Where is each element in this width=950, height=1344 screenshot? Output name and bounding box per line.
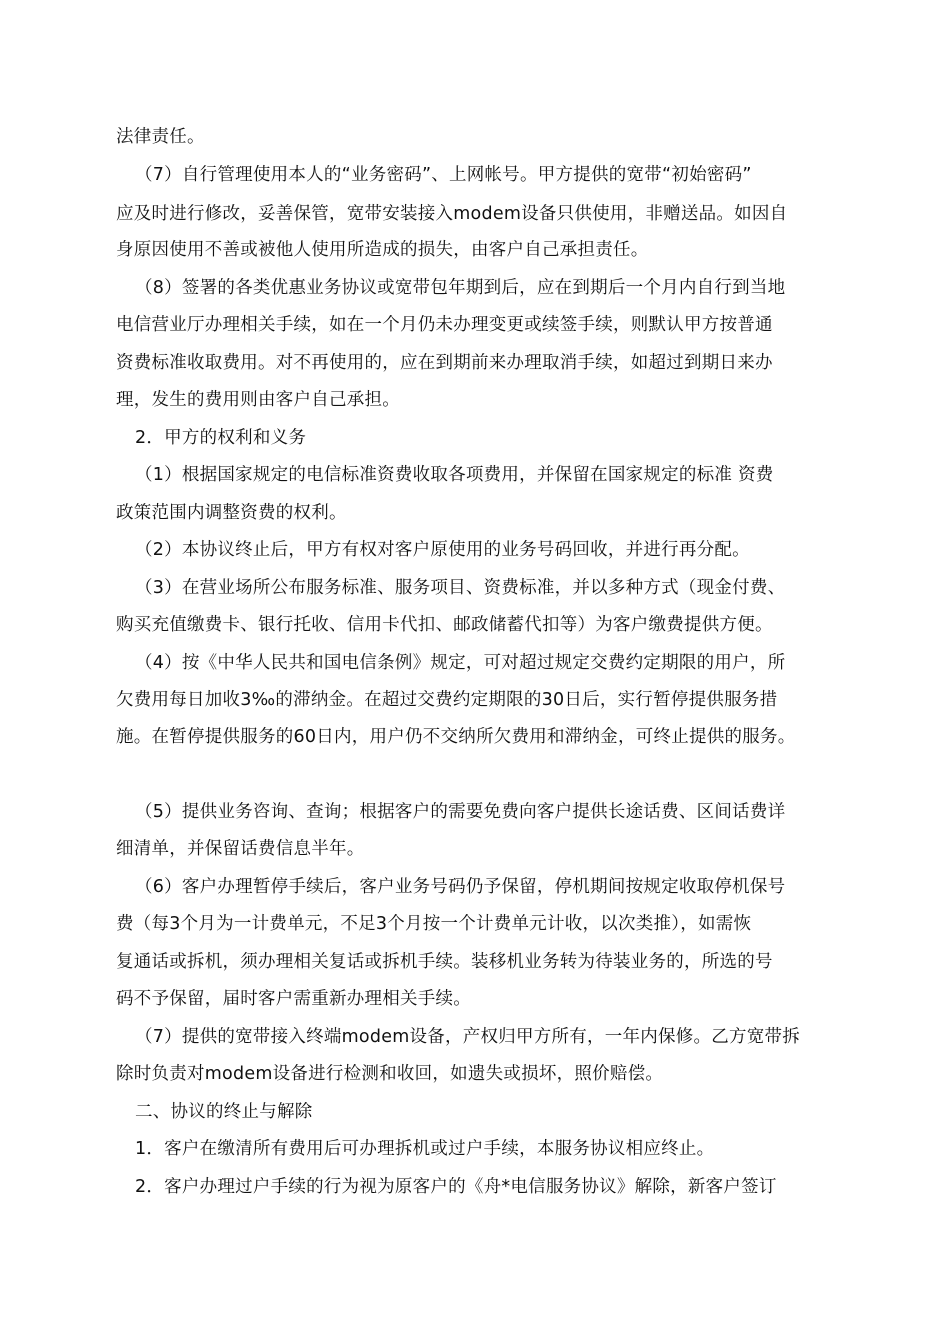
section-heading: 2．甲方的权利和义务 — [135, 428, 307, 448]
text-line: 复通话或拆机，须办理相关复话或拆机手续。装移机业务转为待装业务的，所选的号 — [116, 952, 773, 972]
text-line: （7）自行管理使用本人的“业务密码”、上网帐号。甲方提供的宽带“初始密码” — [135, 165, 752, 185]
text-line: （6）客户办理暂停手续后，客户业务号码仍予保留，停机期间按规定收取停机保号 — [135, 877, 786, 897]
text-line: 电信营业厅办理相关手续，如在一个月仍未办理变更或续签手续，则默认甲方按普通 — [116, 315, 773, 335]
text-line: 资费标准收取费用。对不再使用的，应在到期前来办理取消手续，如超过到期日来办 — [116, 353, 773, 373]
text-line: 施。在暂停提供服务的60日内，用户仍不交纳所欠费用和滞纳金，可终止提供的服务。 — [116, 727, 796, 747]
text-line: 2．客户办理过户手续的行为视为原客户的《舟*电信服务协议》解除，新客户签订 — [135, 1177, 777, 1197]
text-line: 码不予保留，届时客户需重新办理相关手续。 — [116, 989, 471, 1009]
text-line: （3）在营业场所公布服务标准、服务项目、资费标准，并以多种方式（现金付费、 — [135, 578, 786, 598]
text-line: （2）本协议终止后，甲方有权对客户原使用的业务号码回收，并进行再分配。 — [135, 540, 750, 560]
text-line: 欠费用每日加收3‰的滞纳金。在超过交费约定期限的30日后，实行暂停提供服务措 — [116, 690, 778, 710]
text-line: 除时负责对modem设备进行检测和收回，如遗失或损坏，照价赔偿。 — [116, 1064, 664, 1084]
text-line: 理，发生的费用则由客户自己承担。 — [116, 390, 400, 410]
text-line: 应及时进行修改，妥善保管，宽带安装接入modem设备只供使用，非赠送品。如因自 — [116, 204, 788, 224]
text-line: 费（每3个月为一计费单元，不足3个月按一个计费单元计收，以次类推），如需恢 — [116, 914, 752, 934]
text-line: （1）根据国家规定的电信标准资费收取各项费用，并保留在国家规定的标准 资费 — [135, 465, 774, 485]
text-line: 1．客户在缴清所有费用后可办理拆机或过户手续，本服务协议相应终止。 — [135, 1139, 715, 1159]
text-line: 细清单，并保留话费信息半年。 — [116, 839, 365, 859]
text-line: 购买充值缴费卡、银行托收、信用卡代扣、邮政储蓄代扣等）为客户缴费提供方便。 — [116, 615, 773, 635]
text-line: （5）提供业务咨询、查询；根据客户的需要免费向客户提供长途话费、区间话费详 — [135, 802, 786, 822]
section-heading: 二、协议的终止与解除 — [135, 1102, 313, 1122]
text-line: 政策范围内调整资费的权利。 — [116, 503, 347, 523]
text-line: （4）按《中华人民共和国电信条例》规定，可对超过规定交费约定期限的用户，所 — [135, 653, 786, 673]
text-line: 身原因使用不善或被他人使用所造成的损失，由客户自己承担责任。 — [116, 240, 649, 260]
text-line: （7）提供的宽带接入终端modem设备，产权归甲方所有，一年内保修。乙方宽带拆 — [135, 1027, 801, 1047]
text-line: 法律责任。 — [116, 127, 205, 147]
text-line: （8）签署的各类优惠业务协议或宽带包年期到后，应在到期后一个月内自行到当地 — [135, 278, 786, 298]
